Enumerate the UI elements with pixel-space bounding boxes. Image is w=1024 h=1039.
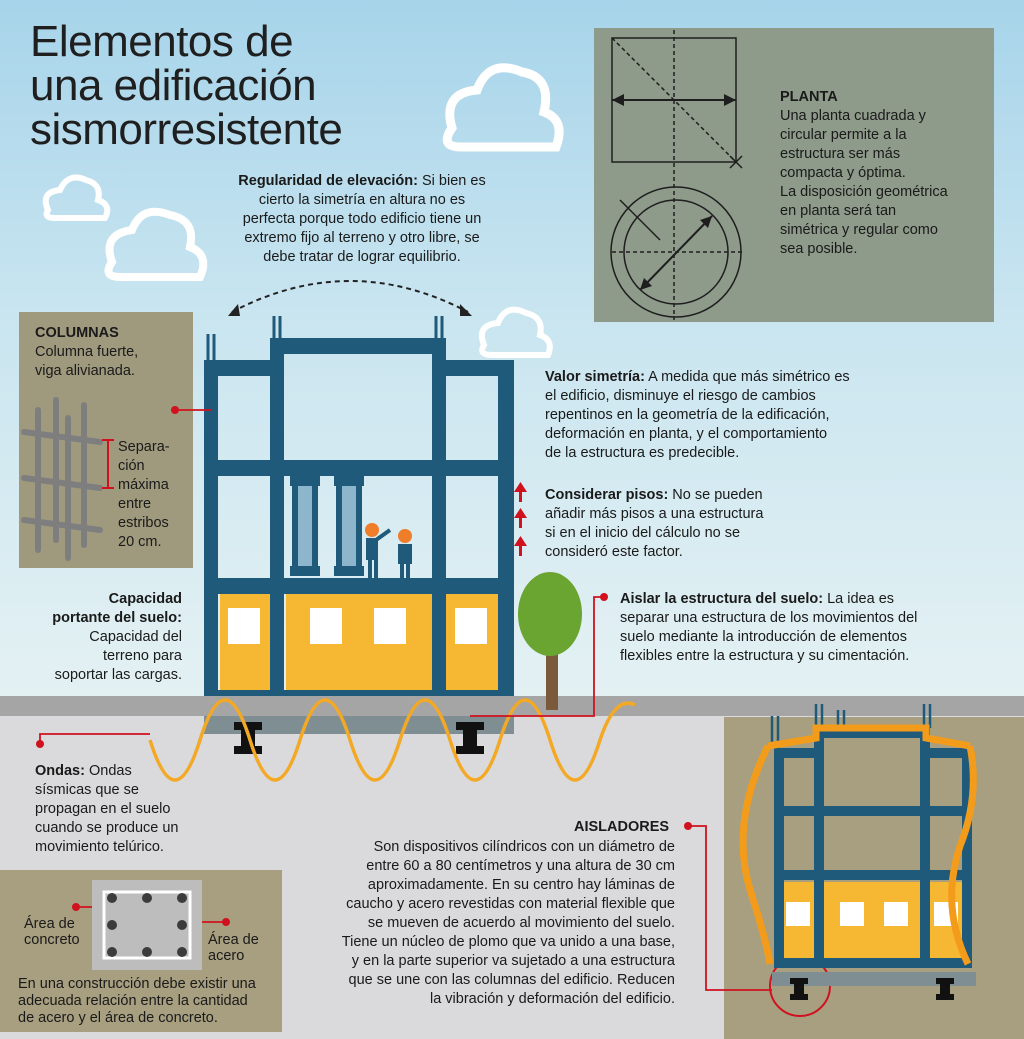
page-title: Elementos de una edificación sismorresistente xyxy=(30,17,343,154)
isolator-icon xyxy=(456,722,484,754)
cloud-icon xyxy=(108,212,203,277)
main-building xyxy=(204,316,514,704)
aisladores-heading: AISLADORES xyxy=(574,819,670,835)
valor-simetria-text: Valor simetría: A medida que más simétrico es el edificio, disminuye el riesgo de cambios repentinos en la geometría de la edificación, deformación en planta, y el comportamiento de la estructura es predecible. xyxy=(545,369,850,461)
worker-icon xyxy=(398,529,412,578)
arrow-left-icon xyxy=(228,304,240,316)
arrow-right-icon xyxy=(724,94,736,106)
rebar-cage-icon xyxy=(24,400,100,558)
separation-dimension xyxy=(102,440,114,488)
tree-icon xyxy=(518,572,582,710)
columnas-text: COLUMNAS Columna fuerte, viga alivianada. xyxy=(35,325,139,379)
cloud-icon xyxy=(482,310,550,355)
concrete-section-icon xyxy=(92,880,202,970)
considerar-pisos-text: Considerar pisos: No se pueden añadir más pisos a una estructura si en el inicio del cálculo no se consideró este factor. xyxy=(545,487,764,560)
planta-circle-diagram xyxy=(611,187,742,317)
planta-text: PLANTA Una planta cuadrada y circular permite a la estructura ser más compacta y óptima. La disposición geométrica en planta será tan simétrica y regular como sea posible. xyxy=(780,89,948,257)
arrow-up-icon xyxy=(514,482,527,556)
capacidad-text: Capacidad portante del suelo: Capacidad del terreno para soportar las cargas. xyxy=(52,591,182,683)
area-concreto-label: Área de concreto xyxy=(24,916,80,948)
arrow-left-icon xyxy=(612,94,624,106)
regularidad-text: Regularidad de elevación: Si bien es cierto la simetría en altura no es perfecta porque todo edificio tiene un extremo fijo al terreno y otro libre, se debe tratar de lograr equilibrio. xyxy=(238,173,486,265)
area-relacion-text: En una construcción debe existir una adecuada relación entre la cantidad de acero y el área de concreto. xyxy=(18,976,256,1026)
cloud-icon xyxy=(46,178,108,218)
interior-column-formwork xyxy=(290,476,364,576)
symmetry-arc xyxy=(232,281,468,312)
ondas-text: Ondas: Ondas sísmicas que se propagan en el suelo cuando se produce un movimiento telúrico. xyxy=(35,763,179,855)
area-acero-label: Área de acero xyxy=(208,932,259,964)
worker-icon xyxy=(365,523,390,578)
arrow-right-icon xyxy=(460,304,472,316)
aislar-text: Aislar la estructura del suelo: La idea es separar una estructura de los movimientos del suelo mediante la introducción de elementos flexibles entre la estructura y su cimentación. xyxy=(620,591,918,664)
isolated-building xyxy=(743,704,976,1000)
aisladores-text: Son dispositivos cilíndricos con un diámetro de entre 60 a 80 centímetros y una altura de 30 cm aproximadamente. En su centro hay láminas de caucho y acero revestidas con material flexible que se mueven de acuerdo al movimiento del suelo. Tiene un núcleo de plomo que va unido a una base, y en la parte superior va sujetado a una estructura que se une con las columnas del edificio. Reducen la vibración y deformación del edificio. xyxy=(341,839,675,1007)
separacion-text: Separa- ción máxima entre estribos 20 cm. xyxy=(118,439,170,550)
cloud-icon xyxy=(447,68,559,147)
